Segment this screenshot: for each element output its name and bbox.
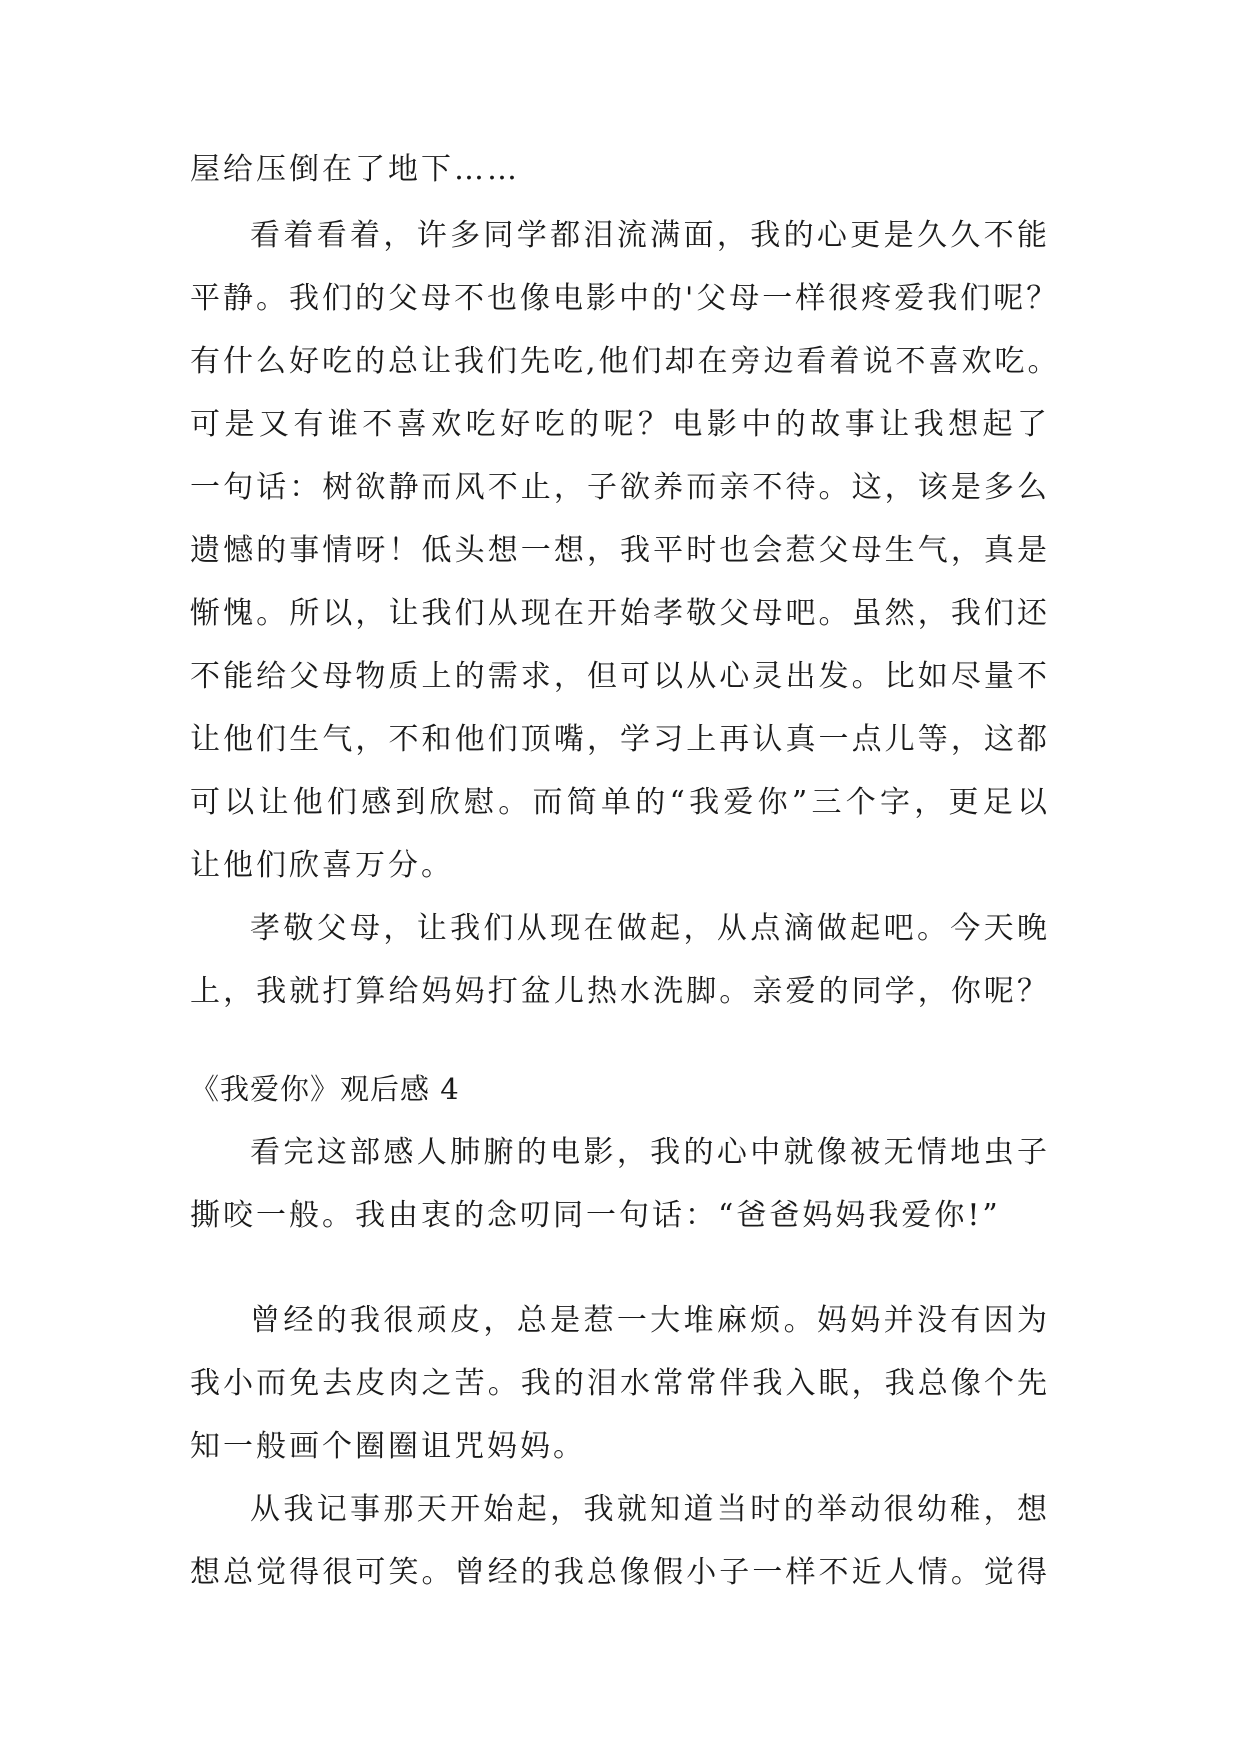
text-line: 看完这部感人肺腑的电影，我的心中就像被无情地虫子 [250,1135,1050,1170]
text-line: 可以让他们感到欣慰。而简单的“我爱你”三个字，更足以 [190,785,1050,820]
section-heading: 《我爱你》观后感 4 [190,1072,460,1106]
text-line: 撕咬一般。我由衷的念叨同一句话：“爸爸妈妈我爱你!” [190,1198,1001,1233]
text-line: 平静。我们的父母不也像电影中的'父母一样很疼爱我们呢？ [190,281,1060,316]
text-line: 不能给父母物质上的需求，但可以从心灵出发。比如尽量不 [190,659,1050,694]
text-line: 想总觉得很可笑。曾经的我总像假小子一样不近人情。觉得 [190,1555,1050,1590]
text-line: 从我记事那天开始起，我就知道当时的举动很幼稚，想 [250,1492,1050,1527]
text-line: 惭愧。所以，让我们从现在开始孝敬父母吧。虽然，我们还 [190,596,1050,631]
text-line: 一句话：树欲静而风不止，子欲养而亲不待。这，该是多么 [190,470,1050,505]
text-line: 上，我就打算给妈妈打盆儿热水洗脚。亲爱的同学，你呢？ [190,974,1050,1009]
text-line: 让他们生气，不和他们顶嘴，学习上再认真一点儿等，这都 [190,722,1050,757]
text-line: 孝敬父母，让我们从现在做起，从点滴做起吧。今天晚 [250,911,1050,946]
text-line: 看着看着，许多同学都泪流满面，我的心更是久久不能 [250,218,1050,253]
text-line: 可是又有谁不喜欢吃好吃的呢？电影中的故事让我想起了 [190,407,1050,442]
text-line: 知一般画个圈圈诅咒妈妈。 [190,1429,586,1464]
text-line: 遗憾的事情呀！低头想一想，我平时也会惹父母生气，真是 [190,533,1050,568]
text-line: 曾经的我很顽皮，总是惹一大堆麻烦。妈妈并没有因为 [250,1303,1050,1338]
text-line: 屋给压倒在了地下…… [190,152,520,187]
text-line: 我小而免去皮肉之苦。我的泪水常常伴我入眠，我总像个先 [190,1366,1050,1401]
text-line: 让他们欣喜万分。 [190,848,454,883]
text-line: 有什么好吃的总让我们先吃,他们却在旁边看着说不喜欢吃。 [190,344,1061,379]
